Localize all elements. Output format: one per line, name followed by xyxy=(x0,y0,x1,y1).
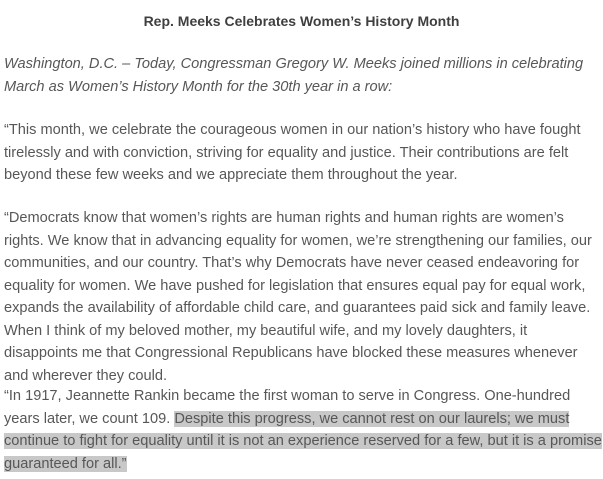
selected-text-highlight[interactable]: Despite this progress, we cannot rest on our laurels; we must continue to fight for equality until it is not an experience reserved for a few, but it is a promise guaranteed for all.” xyxy=(4,410,602,472)
quote-paragraph-1: “This month, we celebrate the courageous women in our nation’s history who have fought tirelessly and with conviction, striving for equality and justice. Their contributions are felt beyond these few weeks and we appreciate them throughout the year. xyxy=(4,122,581,183)
dateline-paragraph: Washington, D.C. – Today, Congressman Gregory W. Meeks joined millions in celebrating March as Women’s History Month for the 30th year in a row: xyxy=(4,56,584,95)
page-title: Rep. Meeks Celebrates Women’s History Month xyxy=(143,13,460,29)
quote-paragraph-2: “Democrats know that women’s rights are human rights and human rights are women’s rights. We know that in advancing equality for women, we’re strengthening our families, our communities, and our country. That’s why Democrats have never ceased endeavoring for equality for women. We have pushed for legislation that ensures equal pay for equal work, expands the availability of affordable child care, and guarantees paid sick and family leave. When I think of my beloved mother, my beautiful wife, and my lovely daughters, it disappoints me that Congressional Republicans have blocked these measures whenever and wherever they could. xyxy=(4,210,592,384)
quote-paragraph-3-plain-text: “In 1917, Jeannette Rankin became the first woman to serve in Congress. One-hundred years later, we count 109. xyxy=(4,388,571,427)
quote-paragraph-3 xyxy=(4,385,602,475)
